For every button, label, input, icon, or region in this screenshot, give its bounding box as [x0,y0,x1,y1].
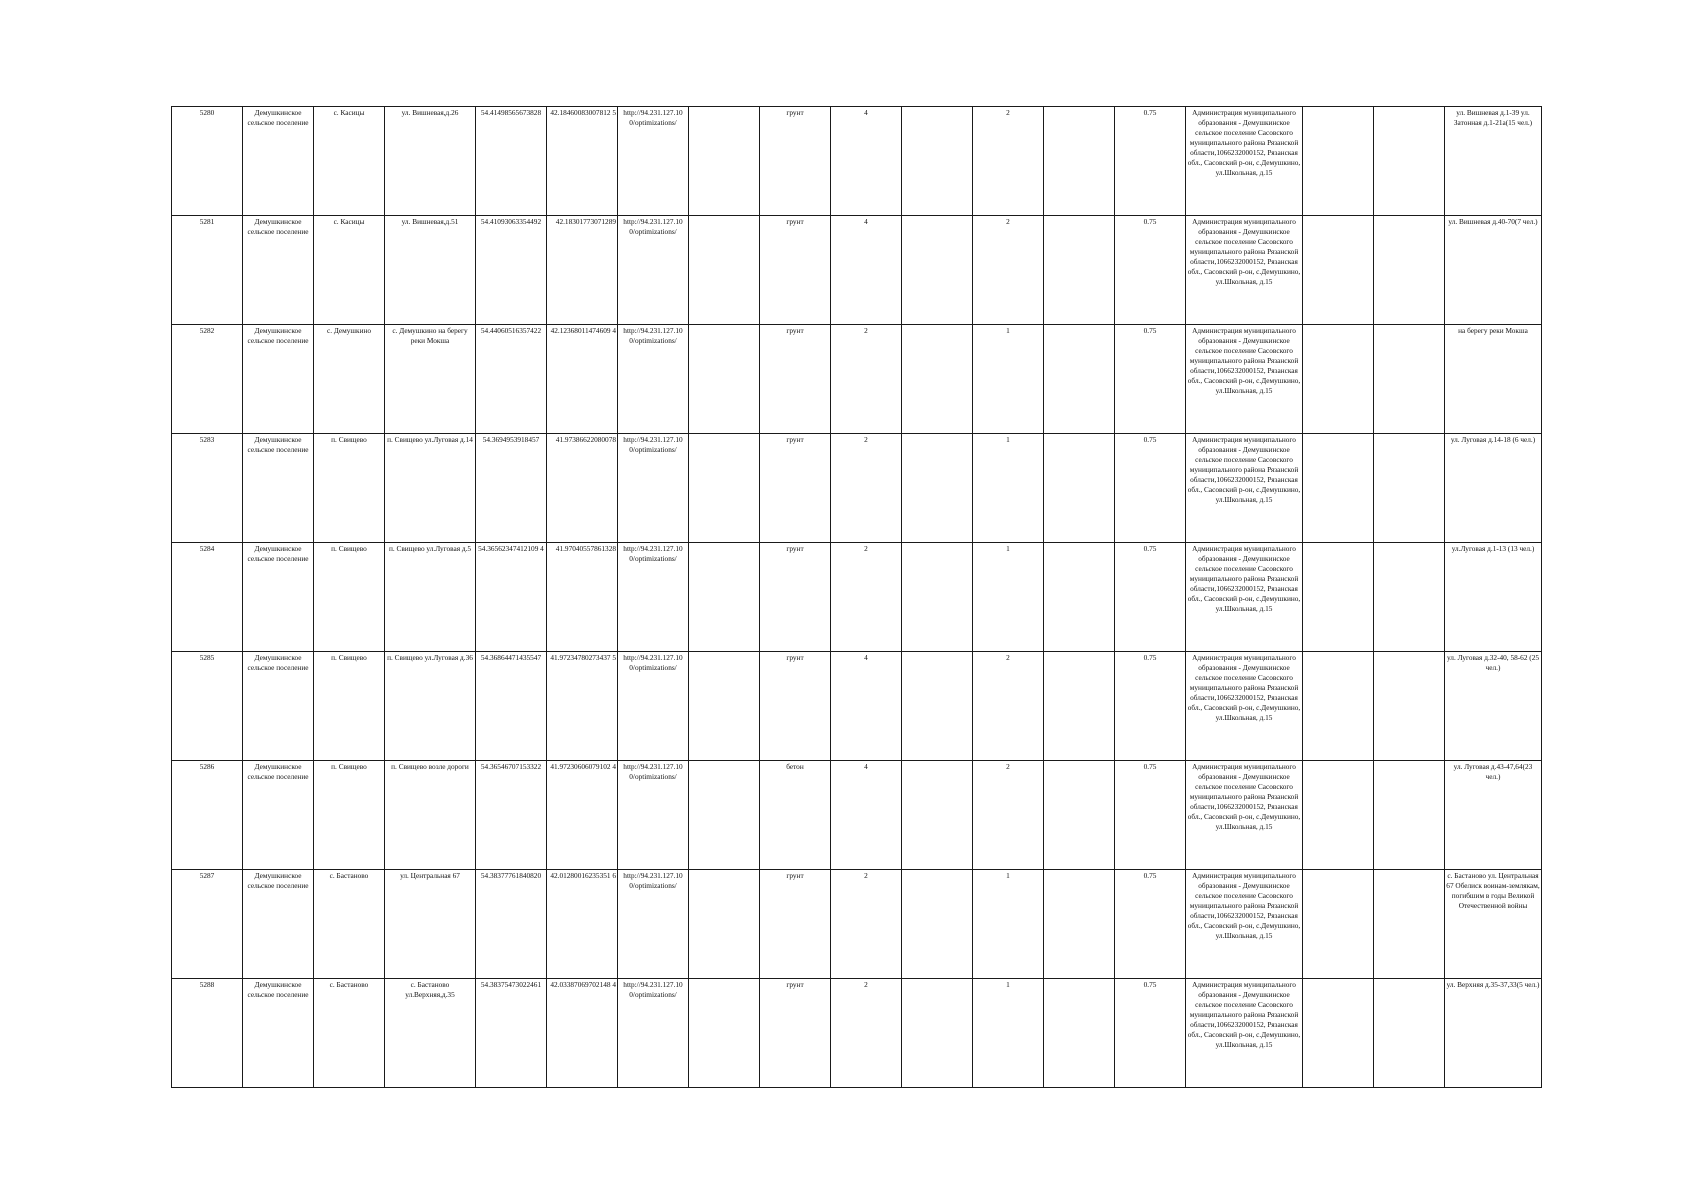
map-link[interactable]: http://94.231.127.10 0/optimizations/ [623,435,683,454]
latitude-cell: 54.41093063354492 [476,216,547,325]
locality-cell: с. Демушкино [314,325,385,434]
empty-cell [1374,216,1445,325]
locality-cell: с. Бастаново [314,979,385,1088]
served-objects-cell: на берегу реки Мокша [1445,325,1542,434]
longitude-text: 41.97040557861328 [555,544,616,553]
longitude-cell [547,216,618,325]
map-link-cell [618,216,689,325]
address-cell: п. Свищево ул.Луговая д.5 [385,543,476,652]
empty-cell [1374,434,1445,543]
surface-cell: грунт [760,325,831,434]
empty-cell [1374,107,1445,216]
area-cell: 4 [831,652,902,761]
empty-cell [689,979,760,1088]
area-cell: 2 [831,325,902,434]
address-cell: п. Свищево ул.Луговая д.36 [385,652,476,761]
latitude-cell: 54.36546707153322 [476,761,547,870]
containers-cell: 1 [973,325,1044,434]
containers-cell: 1 [973,434,1044,543]
longitude-cell [547,107,618,216]
empty-cell [1374,652,1445,761]
surface-cell: грунт [760,107,831,216]
surface-cell: бетон [760,761,831,870]
longitude-text: 41.97230606079102 4 [550,762,616,771]
empty-cell [902,216,973,325]
longitude-cell [547,979,618,1088]
empty-cell [1044,543,1115,652]
settlement-cell: Демушкинское сельское поселение [243,652,314,761]
site-id-cell: 5287 [172,870,243,979]
empty-cell [1303,434,1374,543]
longitude-cell [547,325,618,434]
table-row [172,434,1542,543]
site-id-cell: 5285 [172,652,243,761]
map-link[interactable]: http://94.231.127.10 0/optimizations/ [623,217,683,236]
settlement-cell: Демушкинское сельское поселение [243,216,314,325]
containers-cell: 1 [973,870,1044,979]
table-body [172,107,1542,1088]
map-link[interactable]: http://94.231.127.10 0/optimizations/ [623,871,683,890]
address-cell: с. Демушкино на берегу реки Мокша [385,325,476,434]
longitude-cell [547,761,618,870]
settlement-cell: Демушкинское сельское поселение [243,979,314,1088]
empty-cell [1374,870,1445,979]
site-id-cell: 5281 [172,216,243,325]
address-cell: п. Свищево возле дороги [385,761,476,870]
served-objects-cell: ул. Луговая д.32-40, 58-62 (25 чел.) [1445,652,1542,761]
map-link[interactable]: http://94.231.127.10 0/optimizations/ [623,762,683,781]
empty-cell [902,870,973,979]
volume-cell: 0.75 [1115,107,1186,216]
containers-cell: 1 [973,543,1044,652]
volume-cell: 0.75 [1115,325,1186,434]
volume-cell: 0.75 [1115,543,1186,652]
empty-cell [689,870,760,979]
empty-cell [689,107,760,216]
empty-cell [902,652,973,761]
table-row [172,216,1542,325]
site-id-cell: 5286 [172,761,243,870]
owner-cell: Администрация муниципального образования - Демушкинское сельское поселение Сасовского муниципального района Рязанской области,1066232000152, Рязанская обл., Сасовский р-он, с.Демушкино, ул.Школьная, д.15 [1186,870,1303,979]
map-link-cell [618,652,689,761]
area-cell: 4 [831,216,902,325]
empty-cell [1303,761,1374,870]
site-id-cell: 5283 [172,434,243,543]
empty-cell [689,761,760,870]
volume-cell: 0.75 [1115,652,1186,761]
longitude-cell [547,434,618,543]
latitude-cell: 54.36864471435547 [476,652,547,761]
area-cell: 2 [831,434,902,543]
table-row [172,652,1542,761]
latitude-cell: 54.36562347412109 4 [476,543,547,652]
locality-cell: п. Свищево [314,761,385,870]
map-link-cell [618,979,689,1088]
map-link-cell [618,434,689,543]
empty-cell [689,434,760,543]
map-link-cell [618,543,689,652]
owner-cell: Администрация муниципального образования - Демушкинское сельское поселение Сасовского муниципального района Рязанской области,1066232000152, Рязанская обл., Сасовский р-он, с.Демушкино, ул.Школьная, д.15 [1186,652,1303,761]
empty-cell [902,325,973,434]
longitude-text: 41.97234780273437 5 [550,653,616,662]
empty-cell [1044,761,1115,870]
address-cell: п. Свищево ул.Луговая д.14 [385,434,476,543]
map-link[interactable]: http://94.231.127.10 0/optimizations/ [623,326,683,345]
volume-cell: 0.75 [1115,216,1186,325]
empty-cell [1303,325,1374,434]
settlement-cell: Демушкинское сельское поселение [243,107,314,216]
empty-cell [902,434,973,543]
containers-cell: 2 [973,216,1044,325]
empty-cell [1044,979,1115,1088]
empty-cell [1303,107,1374,216]
empty-cell [689,652,760,761]
locality-cell: с. Касицы [314,107,385,216]
empty-cell [1044,870,1115,979]
surface-cell: грунт [760,870,831,979]
containers-cell: 2 [973,652,1044,761]
area-cell: 2 [831,870,902,979]
map-link-cell [618,870,689,979]
owner-cell: Администрация муниципального образования - Демушкинское сельское поселение Сасовского муниципального района Рязанской области,1066232000152, Рязанская обл., Сасовский р-он, с.Демушкино, ул.Школьная, д.15 [1186,761,1303,870]
container-sites-table [171,106,1542,1088]
site-id-cell: 5282 [172,325,243,434]
locality-cell: п. Свищево [314,543,385,652]
owner-cell: Администрация муниципального образования - Демушкинское сельское поселение Сасовского муниципального района Рязанской области,1066232000152, Рязанская обл., Сасовский р-он, с.Демушкино, ул.Школьная, д.15 [1186,325,1303,434]
empty-cell [1303,652,1374,761]
served-objects-cell: ул. Вишневая д.1-39 ул. Затонная д.1-21а(15 чел.) [1445,107,1542,216]
locality-cell: с. Касицы [314,216,385,325]
latitude-cell: 54.44060516357422 [476,325,547,434]
settlement-cell: Демушкинское сельское поселение [243,870,314,979]
empty-cell [902,761,973,870]
area-cell: 2 [831,543,902,652]
map-link[interactable]: http://94.231.127.10 0/optimizations/ [623,544,683,563]
served-objects-cell: ул. Верхняя д.35-37,33(5 чел.) [1445,979,1542,1088]
area-cell: 2 [831,979,902,1088]
table-row [172,979,1542,1088]
locality-cell: п. Свищево [314,434,385,543]
served-objects-cell: ул. Вишневая д.40-70(7 чел.) [1445,216,1542,325]
longitude-cell [547,652,618,761]
longitude-cell [547,870,618,979]
longitude-text: 42.01280016235351 6 [550,871,616,880]
empty-cell [1044,107,1115,216]
area-cell: 4 [831,761,902,870]
empty-cell [1044,434,1115,543]
volume-cell: 0.75 [1115,979,1186,1088]
map-link[interactable]: http://94.231.127.10 0/optimizations/ [623,108,683,127]
empty-cell [1303,870,1374,979]
map-link[interactable]: http://94.231.127.10 0/optimizations/ [623,980,683,999]
empty-cell [1303,543,1374,652]
register-sheet [171,106,1542,1088]
address-cell: ул. Центральная 67 [385,870,476,979]
map-link-cell [618,761,689,870]
longitude-text: 42.12368011474609 4 [550,326,616,335]
latitude-cell: 54.3694953918457 [476,434,547,543]
empty-cell [1044,652,1115,761]
volume-cell: 0.75 [1115,870,1186,979]
longitude-text: 41.97386622080078 [555,435,616,444]
latitude-cell: 54.38375473022461 [476,979,547,1088]
empty-cell [902,107,973,216]
settlement-cell: Демушкинское сельское поселение [243,761,314,870]
latitude-cell: 54.41498565673828 [476,107,547,216]
empty-cell [1374,325,1445,434]
table-row [172,761,1542,870]
table-row [172,325,1542,434]
surface-cell: грунт [760,652,831,761]
site-id-cell: 5288 [172,979,243,1088]
address-cell: ул. Вишневая,д.51 [385,216,476,325]
table-row [172,870,1542,979]
empty-cell [689,325,760,434]
served-objects-cell: ул. Луговая д.14-18 (6 чел.) [1445,434,1542,543]
empty-cell [1374,761,1445,870]
longitude-text: 42.18301773071289 [555,217,616,226]
empty-cell [1303,216,1374,325]
owner-cell: Администрация муниципального образования - Демушкинское сельское поселение Сасовского муниципального района Рязанской области,1066232000152, Рязанская обл., Сасовский р-он, с.Демушкино, ул.Школьная, д.15 [1186,543,1303,652]
surface-cell: грунт [760,216,831,325]
latitude-cell: 54.38377761840820 [476,870,547,979]
empty-cell [1374,543,1445,652]
containers-cell: 2 [973,761,1044,870]
empty-cell [689,216,760,325]
map-link-cell [618,325,689,434]
empty-cell [689,543,760,652]
longitude-cell [547,543,618,652]
table-row [172,543,1542,652]
served-objects-cell: ул.Луговая д.1-13 (13 чел.) [1445,543,1542,652]
settlement-cell: Демушкинское сельское поселение [243,543,314,652]
locality-cell: п. Свищево [314,652,385,761]
empty-cell [1044,325,1115,434]
volume-cell: 0.75 [1115,761,1186,870]
address-cell: с. Бастаново ул.Верхняя,д.35 [385,979,476,1088]
longitude-text: 42.18460083007812 5 [550,108,616,117]
area-cell: 4 [831,107,902,216]
longitude-text: 42.03387069702148 4 [550,980,616,989]
empty-cell [1044,216,1115,325]
containers-cell: 1 [973,979,1044,1088]
map-link[interactable]: http://94.231.127.10 0/optimizations/ [623,653,683,672]
locality-cell: с. Бастаново [314,870,385,979]
owner-cell: Администрация муниципального образования - Демушкинское сельское поселение Сасовского муниципального района Рязанской области,1066232000152, Рязанская обл., Сасовский р-он, с.Демушкино, ул.Школьная, д.15 [1186,107,1303,216]
volume-cell: 0.75 [1115,434,1186,543]
served-objects-cell: с. Бастаново ул. Центральная 67 Обелиск воинам-землякам, погибшим в годы Великой Отечественной войны [1445,870,1542,979]
site-id-cell: 5280 [172,107,243,216]
settlement-cell: Демушкинское сельское поселение [243,325,314,434]
owner-cell: Администрация муниципального образования - Демушкинское сельское поселение Сасовского муниципального района Рязанской области,1066232000152, Рязанская обл., Сасовский р-он, с.Демушкино, ул.Школьная, д.15 [1186,979,1303,1088]
containers-cell: 2 [973,107,1044,216]
table-row [172,107,1542,216]
empty-cell [902,543,973,652]
empty-cell [902,979,973,1088]
owner-cell: Администрация муниципального образования - Демушкинское сельское поселение Сасовского муниципального района Рязанской области,1066232000152, Рязанская обл., Сасовский р-он, с.Демушкино, ул.Школьная, д.15 [1186,434,1303,543]
map-link-cell [618,107,689,216]
owner-cell: Администрация муниципального образования - Демушкинское сельское поселение Сасовского муниципального района Рязанской области,1066232000152, Рязанская обл., Сасовский р-он, с.Демушкино, ул.Школьная, д.15 [1186,216,1303,325]
served-objects-cell: ул. Луговая д.43-47,64(23 чел.) [1445,761,1542,870]
surface-cell: грунт [760,434,831,543]
surface-cell: грунт [760,543,831,652]
empty-cell [1374,979,1445,1088]
address-cell: ул. Вишневая,д.26 [385,107,476,216]
settlement-cell: Демушкинское сельское поселение [243,434,314,543]
site-id-cell: 5284 [172,543,243,652]
empty-cell [1303,979,1374,1088]
surface-cell: грунт [760,979,831,1088]
